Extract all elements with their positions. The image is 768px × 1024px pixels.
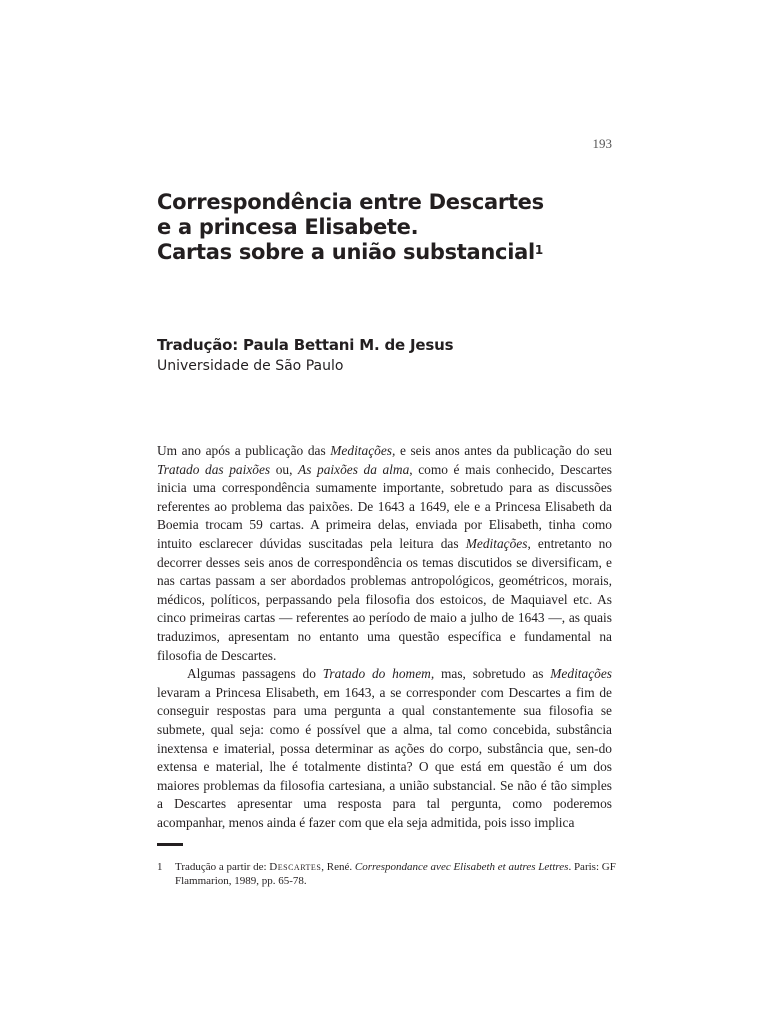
footnote-number: 1 <box>157 861 163 873</box>
p1-text-1: Um ano após a publicação das <box>157 443 331 458</box>
footnote-text <box>175 860 617 888</box>
footnote-prefix: Tradução a partir de: <box>175 861 270 873</box>
p2-text-1: Algumas passagens do <box>187 666 323 682</box>
p2-text-3: levaram a Princesa Elisabeth, em 1643, a se corresponder com Descartes a fim de conseguir respostas para uma pergunta a qual constantemente sua filosofia se submete, qual seja: como é possível que a alma, tal como concebida, substância inextensa e imaterial, possa determinar as ações do corpo, substância que, sen-do extensa e material, lhe é totalmente distinta? O que está em questão é um dos maiores problemas da filosofia cartesiana, a união substancial. Se não é tão simples a Descartes apresentar uma resposta para tal pergunta, como poderemos acompanhar, menos ainda é fazer com que ela seja admitida, pois isso implica <box>157 684 612 830</box>
p2-text-2: mas, sobretudo as <box>434 666 551 682</box>
footnote-separator <box>157 843 183 846</box>
p1-text-4: , como é mais conhecido, Descartes inicia uma correspondência sumamente importante, sobretudo para as discussões referentes ao problema das paixões. De 1643 a 1649, ele e a Princesa Elisabeth da Boemia trocam 59 cartas. A primeira delas, enviada por Elisabeth, tinha como intuito esclarecer dúvidas suscitadas pela leitura das <box>157 461 612 551</box>
paragraph-2 <box>157 665 612 832</box>
paragraph-1 <box>157 442 612 665</box>
article-title <box>157 190 617 265</box>
footnote-author: Descartes <box>269 861 322 873</box>
translator-affiliation: Universidade de São Paulo <box>157 358 344 374</box>
footnote <box>157 860 617 888</box>
p1-text-3: ou, <box>270 461 299 477</box>
footnote-work-title: Correspondance avec Elisabeth et autres Lettres <box>354 861 569 873</box>
p1-text-5: , entretanto no decorrer desses seis anos de correspondência os temas discutidos se diversificam, e nas cartas passam a ser abordados problemas antropológicos, geométricos, morais, médicos, políticos, perpassando pela filosofia dos estoicos, de Maquiavel etc. As cinco primeiras cartas — referentes ao período de maio a julho de 1643 —, as quais traduzimos, apresentam no entanto uma questão específica e fundamental na filosofia de Descartes. <box>157 535 612 663</box>
p1-italic-1: Meditações, <box>330 443 396 458</box>
title-line-2: e a princesa Elisabete. <box>157 215 419 239</box>
footnote-author-rest: , René. <box>321 861 355 873</box>
title-line-3-text: Cartas sobre a união substancial <box>157 240 535 264</box>
p1-italic-4: Meditações <box>465 535 528 551</box>
title-footnote-marker: 1 <box>534 243 543 257</box>
translator-credit: Tradução: Paula Bettani M. de Jesus <box>157 336 454 354</box>
p1-text-2: e seis anos antes da publicação do seu <box>395 443 613 458</box>
body-text <box>157 442 612 832</box>
footnote-rest: . Paris: GF Flammarion, 1989, pp. 65-78. <box>175 861 616 887</box>
page-number: 193 <box>592 136 612 151</box>
title-line-1: Correspondência entre Descartes <box>157 190 544 214</box>
p2-italic-1: Tratado do homem, <box>322 666 435 682</box>
p2-italic-2: Meditações <box>550 666 613 682</box>
title-line-3 <box>157 240 617 265</box>
p1-italic-2: Tratado das paixões <box>157 461 271 477</box>
p1-italic-3: As paixões da alma <box>298 461 410 477</box>
